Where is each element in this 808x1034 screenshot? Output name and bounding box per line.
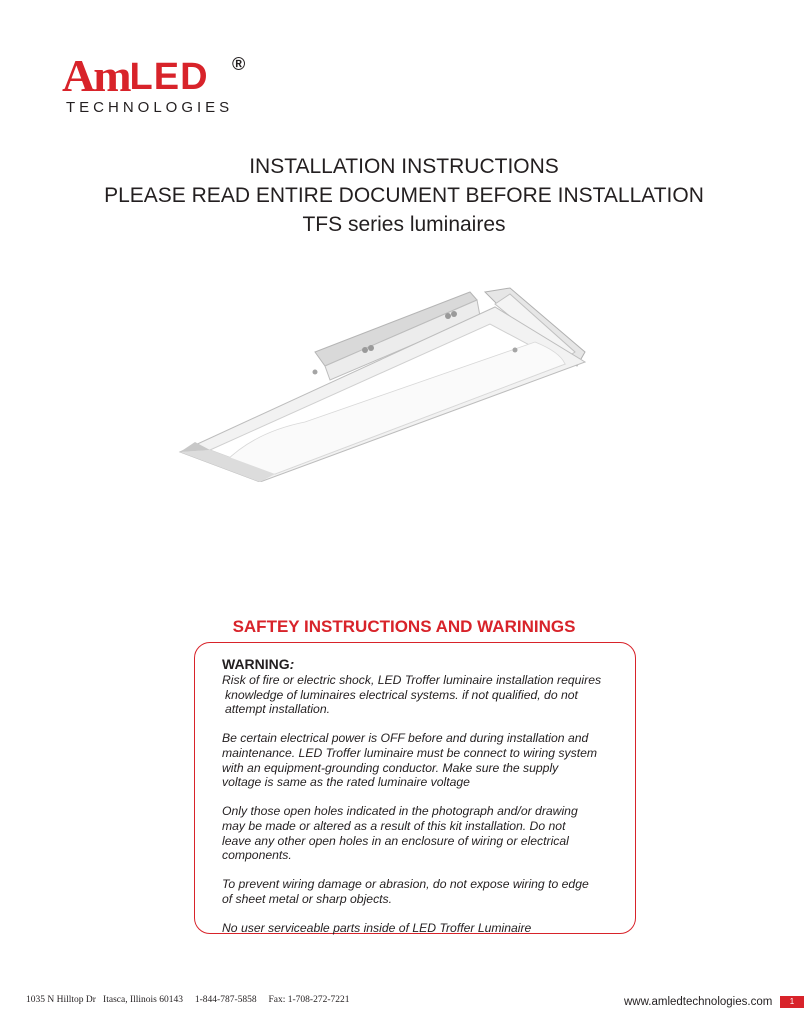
safety-heading: SAFTEY INSTRUCTIONS AND WARININGS (232, 617, 576, 636)
warning-content (222, 655, 627, 950)
logo-wordmark (62, 52, 209, 100)
product-image (165, 282, 595, 482)
page-number: 1 (780, 996, 804, 1008)
warning-paragraph (222, 673, 627, 717)
website-link[interactable]: www.amledtechnologies.com (624, 996, 773, 1008)
document-title: INSTALLATION INSTRUCTIONS (249, 155, 559, 178)
warning-paragraph (222, 804, 627, 862)
warning-box (194, 642, 636, 934)
warning-line: No user serviceable parts inside of LED Troffer Luminaire (222, 921, 532, 936)
warning-line: Risk of fire or electric shock, LED Troffer luminaire installation requires (222, 673, 602, 687)
warning-line: components. (222, 848, 292, 863)
warning-line: Only those open holes indicated in the photograph and/or drawing (222, 804, 578, 819)
logo-brand-am: Am (62, 50, 130, 101)
warning-paragraph (222, 921, 627, 936)
registered-mark: ® (232, 54, 246, 74)
document-title-block (0, 152, 808, 239)
warning-paragraph (222, 877, 627, 906)
document-subtitle: PLEASE READ ENTIRE DOCUMENT BEFORE INSTALLATION (104, 184, 704, 207)
warning-paragraph (222, 731, 627, 789)
product-series-title: TFS series luminaires (302, 213, 506, 236)
warning-line: voltage is same as the rated luminaire voltage (222, 775, 470, 790)
logo-tagline: TECHNOLOGIES (66, 99, 234, 116)
warning-line: Be certain electrical power is OFF before and during installation and (222, 731, 589, 746)
warning-line: maintenance. LED Troffer luminaire must be connect to wiring system (222, 745, 598, 760)
warning-line: of sheet metal or sharp objects. (222, 891, 393, 906)
logo-brand-led: LED (129, 56, 209, 98)
company-logo (62, 52, 262, 122)
warning-line: with an equipment-grounding conductor. Make sure the supply (222, 760, 559, 775)
warning-label (222, 655, 627, 673)
warning-line: may be made or altered as a result of this kit installation. Do not (222, 818, 566, 833)
footer-address: 1035 N Hilltop Dr Itasca, Illinois 60143 1-844-787-5858 Fax: 1-708-272-7221 (26, 995, 350, 1005)
warning-label-text: WARNING (222, 656, 290, 672)
warning-line: attempt installation. (225, 702, 331, 717)
warning-label-colon: : (289, 656, 295, 672)
warning-line: To prevent wiring damage or abrasion, do not expose wiring to edge (222, 877, 589, 892)
warning-line: knowledge of luminaires electrical systems. if not qualified, do not (225, 687, 578, 702)
warning-line: leave any other open holes in an enclosure of wiring or electrical (222, 833, 569, 848)
